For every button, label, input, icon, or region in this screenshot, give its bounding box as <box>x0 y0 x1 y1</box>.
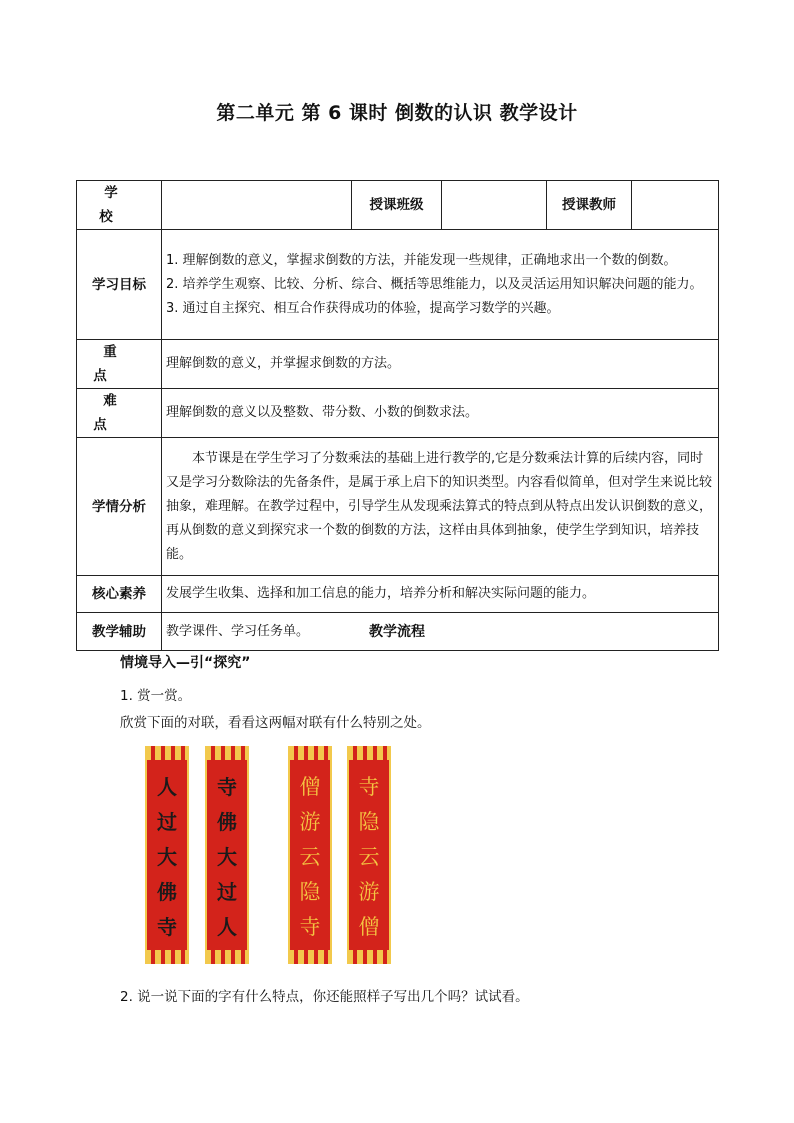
class-label: 授课班级 <box>352 181 442 230</box>
couplet-scroll-1 <box>145 746 189 964</box>
couplet-char: 过 <box>157 810 177 834</box>
couplet-char: 佛 <box>157 880 177 904</box>
couplet-char: 大 <box>157 845 177 869</box>
couplet-char: 僧 <box>358 915 380 939</box>
table-row <box>77 389 719 438</box>
key-point-value: 理解倒数的意义，并掌握求倒数的方法。 <box>162 340 719 389</box>
couplet-char: 云 <box>299 845 321 869</box>
couplet-char: 云 <box>358 845 380 869</box>
goals-label: 学习目标 <box>77 230 162 340</box>
couplet-char: 人 <box>157 775 177 799</box>
table-row <box>77 438 719 576</box>
key-point-label: 重 点 <box>77 340 162 389</box>
section-heading: 情境导入—引“探究” <box>120 655 251 671</box>
couplet-char: 隐 <box>299 880 321 904</box>
couplet-char: 大 <box>217 845 237 869</box>
step-2: 2. 说一说下面的字有什么特点，你还能照样子写出几个吗？试试看。 <box>120 989 529 1005</box>
teacher-label: 授课教师 <box>547 181 632 230</box>
couplet-char: 人 <box>217 915 237 939</box>
couplet-char: 寺 <box>157 915 177 939</box>
flow-title: 教学流程 <box>369 624 425 640</box>
class-value <box>442 181 547 230</box>
couplet-char: 过 <box>217 880 237 904</box>
couplet-char: 寺 <box>358 775 380 799</box>
couplet-char: 佛 <box>217 810 237 834</box>
couplet-char: 隐 <box>358 810 380 834</box>
teacher-value <box>632 181 719 230</box>
couplet-char: 僧 <box>299 775 321 799</box>
page-title: 第二单元 第 6 课时 倒数的认识 教学设计 <box>216 102 578 124</box>
couplet-scroll-3 <box>288 746 332 964</box>
couplet-char: 寺 <box>217 775 237 799</box>
literacy-label: 核心素养 <box>77 576 162 613</box>
school-value <box>162 181 352 230</box>
goals-cell <box>162 230 719 340</box>
analysis-label: 学情分析 <box>77 438 162 576</box>
step-1: 1. 赏一赏。 <box>120 688 192 704</box>
school-label: 学 校 <box>77 181 162 230</box>
difficult-point-value: 理解倒数的意义以及整数、带分数、小数的倒数求法。 <box>162 389 719 438</box>
goal-item: 2. 培养学生观察、比较、分析、综合、概括等思维能力，以及灵活运用知识解决问题的能力。 <box>166 276 703 292</box>
difficult-point-label: 难 点 <box>77 389 162 438</box>
table-row <box>77 230 719 340</box>
couplet-scroll-2 <box>205 746 249 964</box>
couplet-char: 游 <box>299 810 321 834</box>
aids-label: 教学辅助 <box>77 613 162 651</box>
couplet-scroll-4 <box>347 746 391 964</box>
couplet-char: 游 <box>358 880 380 904</box>
couplet-char: 寺 <box>299 915 321 939</box>
goal-item: 3. 通过自主探究、相互合作获得成功的体验，提高学习数学的兴趣。 <box>166 300 560 316</box>
literacy-value: 发展学生收集、选择和加工信息的能力，培养分析和解决实际问题的能力。 <box>162 576 719 613</box>
table-row <box>77 340 719 389</box>
step-1-description: 欣赏下面的对联，看看这两幅对联有什么特别之处。 <box>120 715 431 731</box>
table-row <box>77 576 719 613</box>
aids-value: 教学课件、学习任务单。 <box>162 613 719 651</box>
lesson-info-table <box>76 180 719 651</box>
goal-item: 1. 理解倒数的意义，掌握求倒数的方法，并能发现一些规律，正确地求出一个数的倒数。 <box>166 252 677 268</box>
analysis-value: 本节课是在学生学习了分数乘法的基础上进行教学的,它是分数乘法计算的后续内容，同时又是学习分数除法的先备条件，是属于承上启下的知识类型。内容看似简单，但对学生来说比较抽象，难理解。在教学过程中，引导学生从发现乘法算式的特点到从特点出发认识倒数的意义，再从倒数的意义到探究求一个数的倒数的方法，这样由具体到抽象，使学生学到知识，培养技能。 <box>162 438 719 576</box>
table-row <box>77 181 719 230</box>
